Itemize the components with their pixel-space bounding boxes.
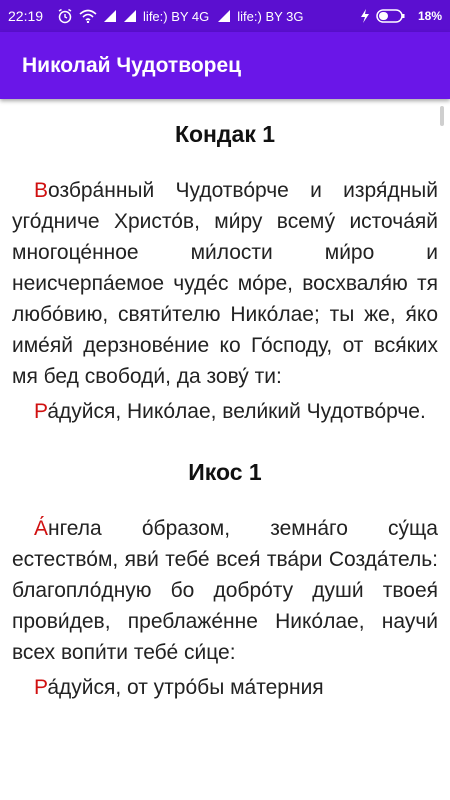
signal-icon [217,9,231,23]
app-title: Николай Чудотворец [22,53,242,77]
scrollbar[interactable] [440,106,444,126]
paragraph-text: нгела о́бразом, земна́го су́ща естество́м, яви́ тебе́ всея́ тва́ри Созда́тель: благопло́дную бо добро́ту души́ твоея́ прови́дев, преблаже́нне Нико́лае, научи́ всех вопи́ти тебе́ си́це: [12,517,438,664]
section-title-ikos-1: Икос 1 [188,459,262,485]
app-bar [0,32,450,99]
alarm-icon [57,8,73,24]
status-time: 22:19 [8,8,44,24]
battery-percentage: 18% [417,9,442,23]
initial-letter: А́ [34,517,49,540]
battery-icon [376,9,406,23]
signal-icon [123,9,137,23]
paragraph-text: озбра́нный Чудотво́рче и изря́дный уго́дниче Христо́в, ми́ру всему́ источа́яй многоце́нное ми́лости ми́ро и неисчерпа́емое чуде́с мо́ре, восхваля́ю тя любо́вию, святи́телю Нико́лае; ты же, я́ко име́яй дерзнове́ние ко Го́споду, от вся́ких мя бед свободи́, да зову́ ти: [12,179,438,388]
initial-letter: Р [34,400,48,423]
prayer-paragraph [0,396,450,427]
paragraph-text: а́дуйся, от утро́бы ма́терния [47,676,324,699]
sim2-label: life:) BY 3G [237,8,304,24]
charging-icon [360,9,370,23]
prayer-paragraph [0,175,450,392]
prayer-paragraph [0,513,450,668]
status-bar [0,0,450,32]
prayer-paragraph [0,672,450,703]
initial-letter: Р [34,676,48,699]
prayer-content[interactable] [0,99,450,800]
signal-icon [103,9,117,23]
wifi-icon [79,9,97,23]
section-title-kondak-1: Кондак 1 [174,121,276,147]
sim1-label: life:) BY 4G [143,8,210,24]
initial-letter: В [34,179,49,202]
battery-group [360,9,442,23]
paragraph-text: а́дуйся, Нико́лае, вели́кий Чудотво́рче. [47,400,426,423]
